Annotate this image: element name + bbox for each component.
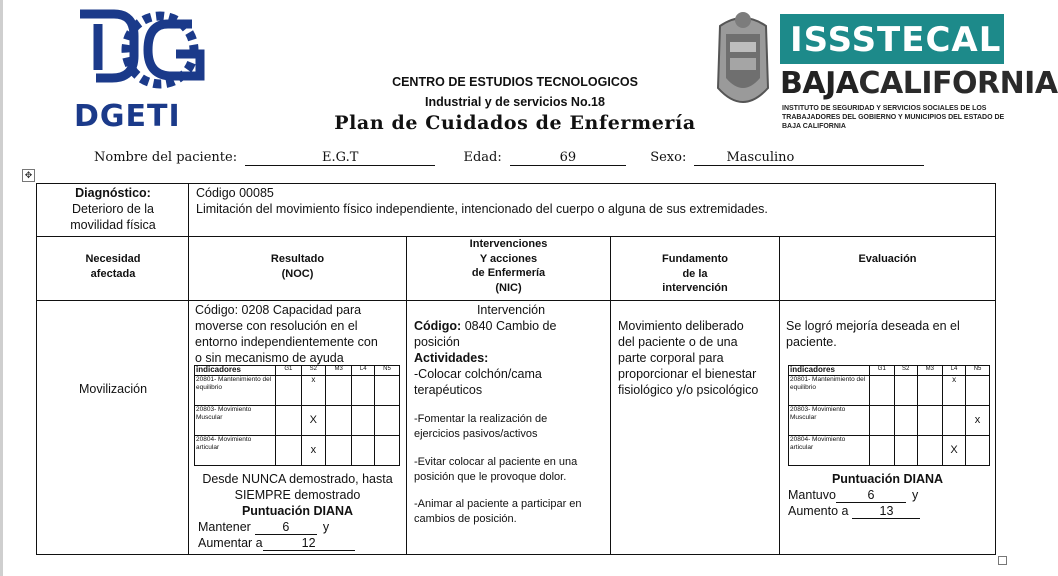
diagnosis-detail-cell bbox=[196, 185, 986, 217]
noc-indicator-table: indicadores G1 S2 M3 L4 N5 20801- Mantenimiento del equilibrio x 20803- Movimiento Muscular X 20804- Movimiento articular x bbox=[194, 365, 400, 466]
table-row: 20804- Movimiento articular X bbox=[789, 436, 990, 466]
diagnosis-cell bbox=[38, 185, 188, 233]
state-seal-icon bbox=[712, 8, 774, 118]
care-plan-table bbox=[36, 183, 996, 555]
basis-content: Movimiento deliberado del paciente o de una parte corporal para proporcionar el bienestar fisiológico y/o psicológico bbox=[618, 319, 759, 397]
dgeti-emblem-icon bbox=[72, 4, 212, 100]
institute-caption: INSTITUTO DE SEGURIDAD Y SERVICIOS SOCIALES DE LOS TRABAJADORES DEL GOBIERNO Y MUNICIPIOS DEL ESTADO DE BAJA CALIFORNIA bbox=[782, 105, 1005, 130]
patient-name-value: E.G.T bbox=[245, 150, 435, 166]
noc-diana-title: Puntuación DIANA bbox=[241, 504, 354, 518]
issstecali-logo bbox=[780, 14, 1016, 64]
column-header-evaluation: Evaluación bbox=[858, 253, 917, 265]
table-row: 20804- Movimiento articular x bbox=[195, 436, 400, 466]
diagnosis-label: Diagnóstico: bbox=[75, 186, 151, 200]
patient-sex-value: Masculino bbox=[694, 150, 924, 166]
need-value: Movilización bbox=[78, 382, 148, 396]
patient-age-value: 69 bbox=[510, 150, 626, 166]
patient-info-line bbox=[94, 150, 924, 166]
table-row: 20801- Mantenimiento del equilibrio x bbox=[789, 376, 990, 406]
page-edge bbox=[0, 0, 3, 576]
diagnosis-name-line2: movilidad física bbox=[70, 218, 156, 232]
table-row: 20801- Mantenimiento del equilibrio x bbox=[195, 376, 400, 406]
diagnosis-name-line1: Deterioro de la bbox=[72, 202, 154, 216]
noc-description: Código: 0208 Capacidad para moverse con resolución en el entorno independientemente con o sin mecanismo de ayuda bbox=[195, 303, 378, 365]
school-subtitle: Industrial y de servicios No.18 bbox=[425, 95, 605, 109]
patient-name-label: Nombre del paciente: bbox=[94, 150, 238, 165]
table-resize-handle[interactable] bbox=[998, 556, 1007, 565]
patient-age-label: Edad: bbox=[463, 150, 502, 165]
column-header-basis: Fundamento de la intervención bbox=[662, 253, 728, 294]
table-row: 20803- Movimiento Muscular X bbox=[195, 406, 400, 436]
school-name: CENTRO DE ESTUDIOS TECNOLOGICOS bbox=[392, 75, 638, 89]
noc-diana-scores: Mantener 6 y Aumentar a 12 bbox=[198, 519, 404, 551]
dgeti-wordmark: DGETI bbox=[74, 99, 181, 134]
nic-content: Intervención Código: 0840 Cambio de posición Actividades: -Colocar colchón/cama terapéuticos -Fomentar la realización de ejercicios pasivos/activos -Evitar colocar al paciente en una posición que le provoque dolor. -Animar al paciente a participar en cambios de posición. bbox=[414, 303, 582, 525]
column-header-need: Necesidad afectada bbox=[85, 253, 141, 280]
diagnosis-code[interactable]: Código 00085 bbox=[196, 186, 274, 200]
evaluation-diana-scores: Mantuvo 6 y Aumento a 13 bbox=[788, 487, 992, 519]
column-header-result: Resultado (NOC) bbox=[270, 253, 325, 280]
patient-sex-label: Sexo: bbox=[650, 150, 687, 165]
evaluation-text: Se logró mejoría deseada en el paciente. bbox=[786, 319, 960, 349]
noc-scale: Desde NUNCA demostrado, hasta SIEMPRE demostrado Puntuación DIANA bbox=[189, 471, 406, 519]
table-move-handle-icon[interactable]: ✥ bbox=[22, 169, 35, 182]
evaluation-indicator-table: indicadores G1 S2 M3 L4 N5 20801- Mantenimiento del equilibrio x 20803- Movimiento Muscular x 20804- Movimiento articular X bbox=[788, 365, 990, 466]
dgeti-logo bbox=[72, 4, 212, 132]
diagnosis-definition: Limitación del movimiento físico independiente, intencionado del cuerpo o alguna de sus extremidades. bbox=[196, 202, 768, 216]
issstecali-wordmark: ISSSTECALI bbox=[790, 20, 1016, 60]
evaluation-diana-title: Puntuación DIANA bbox=[831, 472, 944, 486]
baja-california-wordmark: BAJACALIFORNIA bbox=[780, 66, 1058, 101]
column-header-interventions: Intervenciones Y acciones de Enfermería (NIC) bbox=[469, 238, 548, 294]
document-title: Plan de Cuidados de Enfermería bbox=[334, 112, 696, 134]
table-row: 20803- Movimiento Muscular x bbox=[789, 406, 990, 436]
